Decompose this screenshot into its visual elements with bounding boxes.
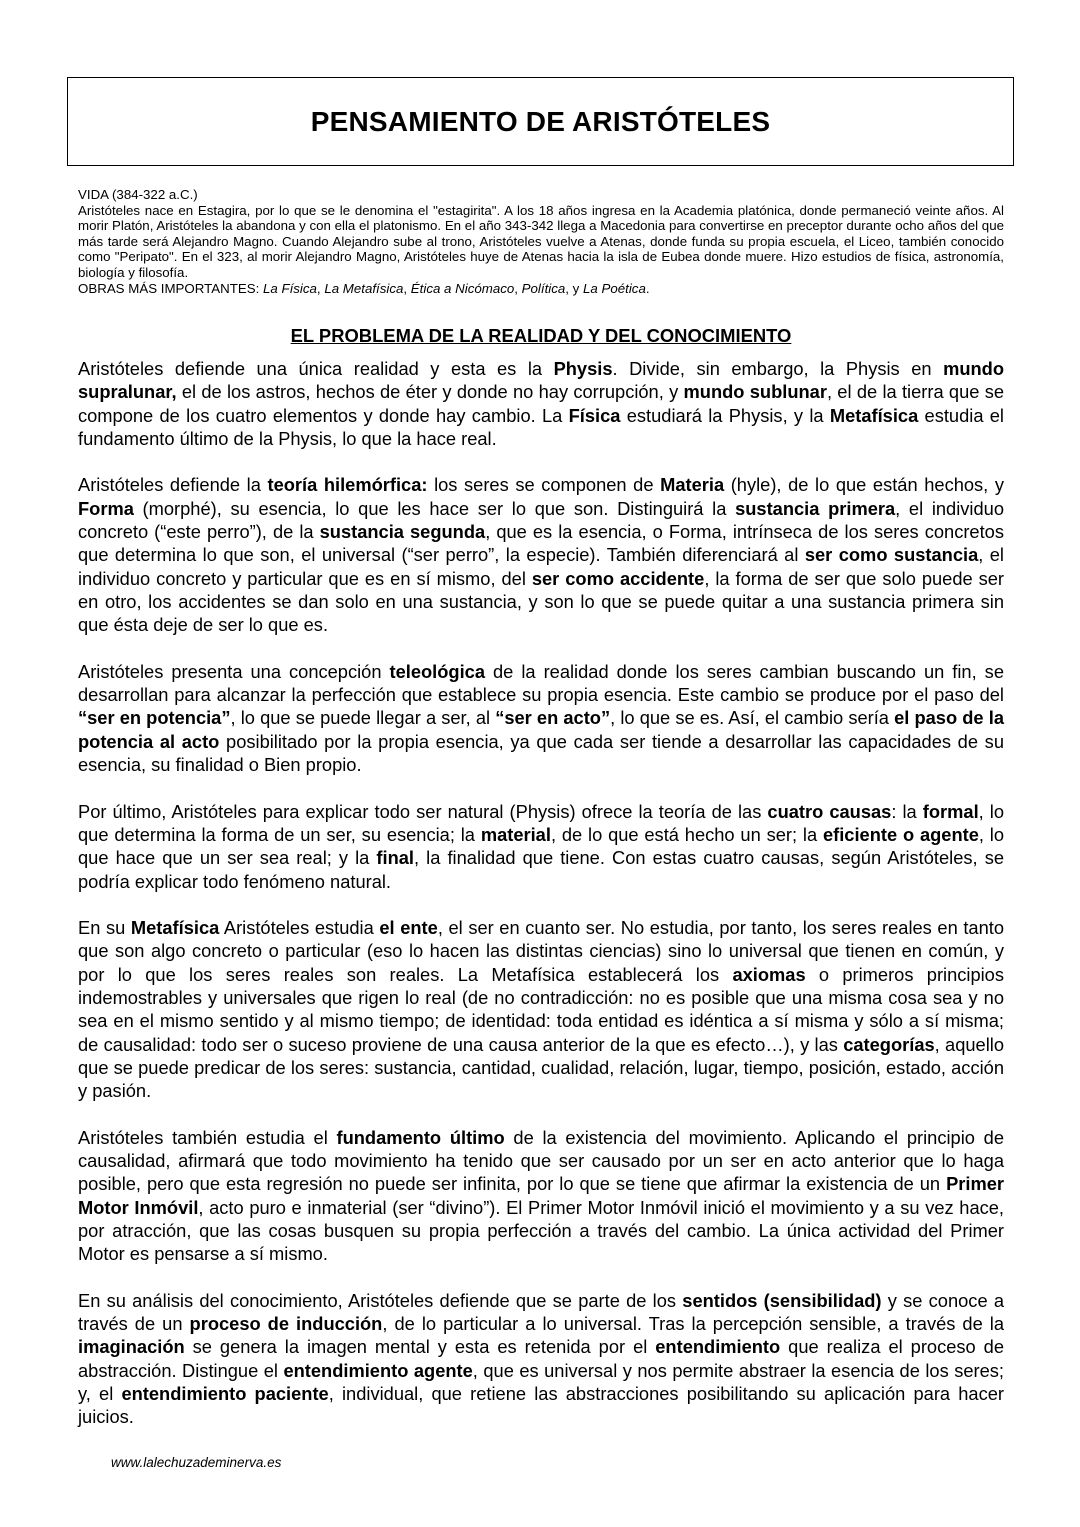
obras-line bbox=[78, 281, 1004, 297]
bold-term: mundo supralunar, bbox=[78, 358, 1004, 403]
text-run: , de lo que está hecho un ser; la bbox=[550, 823, 823, 845]
bold-term: ser como sustancia bbox=[804, 544, 979, 566]
bold-term: proceso de inducción bbox=[189, 1313, 383, 1335]
bold-term: “ser en potencia” bbox=[78, 707, 231, 729]
text-run: estudia el fundamento último de la Physis, lo que la hace real. bbox=[78, 404, 1004, 449]
text-run: los seres se componen de bbox=[427, 474, 661, 496]
paragraph bbox=[78, 473, 1004, 636]
bold-term: Physis bbox=[553, 358, 613, 379]
text-run: , lo que determina la forma de un ser, su esencia; la bbox=[78, 800, 1005, 845]
text-run: posibilitado por la propia esencia, ya que cada ser tiende a desarrollar las capacidades de su esencia, su finalidad o Bien propio. bbox=[78, 730, 1004, 776]
text-run: , que es universal y nos permite abstraer la esencia de los seres; y, el bbox=[78, 1359, 1004, 1405]
bold-term: Primer Motor Inmóvil bbox=[78, 1173, 1004, 1218]
text-run: , lo que se puede llegar a ser, al bbox=[230, 707, 496, 729]
bold-term: cuatro causas bbox=[767, 800, 892, 822]
bold-term: sustancia segunda bbox=[319, 521, 486, 543]
text-run: , acto puro e inmaterial (ser “divino”). El Primer Motor Inmóvil inició el movimiento y a su vez hace, por atracción, que las cosas busquen su propia perfección a través del cambio. La única actividad del Primer Motor es pensarse a sí mismo. bbox=[78, 1196, 1004, 1265]
text-run: (hyle), de lo que están hechos, y bbox=[724, 474, 1004, 496]
bold-term: categorías bbox=[843, 1033, 935, 1055]
obra-sep: , bbox=[514, 280, 522, 296]
bold-term: axiomas bbox=[732, 963, 806, 985]
bold-term: entendimiento paciente bbox=[121, 1383, 329, 1405]
bold-term: el paso de la potencia al acto bbox=[78, 707, 1004, 752]
bold-term: eficiente o agente bbox=[822, 823, 979, 845]
text-run: , el ser en cuanto ser. No estudia, por tanto, los seres reales en tanto que son algo concreto o particular (eso lo hacen las distintas ciencias) sino lo universal que tienen en común, y por lo que los seres reales son reales. La Metafísica establecerá los bbox=[78, 917, 1005, 985]
bold-term: Forma bbox=[78, 497, 134, 519]
bold-term: Metafísica bbox=[130, 917, 220, 939]
text-run: Aristóteles defiende una única realidad y esta es la bbox=[78, 358, 554, 379]
text-run: que realiza el proceso de abstracción. Distingue el bbox=[78, 1336, 1004, 1381]
paragraph bbox=[78, 357, 1004, 450]
bold-term: mundo sublunar bbox=[683, 381, 827, 403]
text-run: o primeros principios indemostrables y universales que rigen lo real (de no contradicción: no es posible que una misma cosa sea y no sea en el mismo sentido y al mismo tiempo; de identidad: toda entidad es idéntica a sí misma y sólo a sí misma; de causalidad: todo ser o suceso proviene de una causa anterior de la que es efecto…), y las bbox=[78, 963, 1004, 1055]
text-run: el de los astros, hechos de éter y donde no hay corrupción, y bbox=[176, 381, 684, 403]
obras-label: OBRAS MÁS IMPORTANTES: bbox=[78, 280, 263, 296]
text-run: estudiará la Physis, y la bbox=[620, 404, 830, 426]
text-run: , la finalidad que tiene. Con estas cuatro causas, según Aristóteles, se podría explicar todo fenómeno natural. bbox=[78, 847, 1004, 892]
bold-term: Metafísica bbox=[829, 404, 919, 426]
text-run: , el individuo concreto (“este perro”), de la bbox=[78, 497, 1004, 543]
paragraph bbox=[78, 1289, 1004, 1429]
bold-term: formal bbox=[922, 800, 979, 822]
bold-term: entendimiento bbox=[655, 1336, 781, 1358]
obras-list bbox=[263, 281, 650, 296]
obra-sep: . bbox=[645, 280, 650, 296]
bold-term: sentidos (sensibilidad) bbox=[682, 1289, 882, 1311]
bold-term: ser como accidente bbox=[531, 567, 705, 589]
vida-heading: VIDA (384-322 a.C.) bbox=[78, 187, 198, 202]
body-text bbox=[78, 357, 1004, 1452]
obra-sep: , bbox=[316, 280, 325, 296]
text-run: , lo que hace que un ser sea real; y la bbox=[78, 823, 1005, 869]
bold-term: final bbox=[376, 847, 415, 869]
bold-term: sustancia primera bbox=[735, 497, 896, 519]
text-run: Aristóteles defiende la bbox=[78, 474, 268, 496]
obra-title: Ética a Nicómaco bbox=[410, 280, 515, 296]
bold-term: teoría hilemórfica: bbox=[267, 474, 428, 496]
text-run: y se conoce a través de un bbox=[78, 1289, 1005, 1335]
obra-sep: , y bbox=[565, 280, 583, 296]
text-run: , lo que se es. Así, el cambio sería bbox=[610, 707, 895, 729]
obra-title: Política bbox=[521, 280, 566, 296]
bold-term: teleológica bbox=[389, 660, 485, 682]
text-run: , el de la tierra que se compone de los cuatro elementos y donde hay cambio. La bbox=[78, 381, 1004, 426]
paragraph bbox=[78, 800, 1004, 893]
bold-term: imaginación bbox=[78, 1336, 185, 1358]
paragraph bbox=[78, 660, 1004, 776]
section-title: EL PROBLEMA DE LA REALIDAD Y DEL CONOCIMIENTO bbox=[290, 325, 792, 346]
text-run: , la forma de ser que solo puede ser en otro, los accidentes se dan solo en una sustancia, y son lo que se puede quitar a una sustancia primera sin que ésta deje de ser lo que es. bbox=[78, 567, 1005, 636]
obra-sep: , bbox=[403, 280, 411, 296]
text-run: Aristóteles también estudia el bbox=[78, 1126, 337, 1148]
text-run: de la realidad donde los seres cambian buscando un fin, se desarrollan para alcanzar la perfección que establece su propia esencia. Este cambio se produce por el paso del bbox=[78, 660, 1004, 706]
bold-term: el ente bbox=[379, 917, 438, 939]
bold-term: Materia bbox=[660, 474, 725, 496]
obra-title: La Metafísica bbox=[324, 280, 404, 296]
bold-term: “ser en acto” bbox=[495, 707, 611, 729]
text-run: En su bbox=[78, 917, 131, 939]
text-run: Aristóteles estudia bbox=[219, 917, 380, 939]
text-run: (morphé), su esencia, lo que les hace ser lo que son. Distinguirá la bbox=[133, 497, 736, 519]
text-run: se genera la imagen mental y esta es retenida por el bbox=[184, 1336, 656, 1358]
text-run: , individual, que retiene las abstracciones posibilitando su aplicación para hacer juicios. bbox=[78, 1383, 1004, 1428]
obra-title: La Física bbox=[262, 280, 317, 296]
vida-text: Aristóteles nace en Estagira, por lo que se le denomina el "estagirita". A los 18 años ingresa en la Academia platónica, donde permaneció veinte años. Al morir Platón, Aristóteles la abandona y con ella el platonismo. En el año 343-342 llega a Macedonia para convertirse en preceptor durante ocho años del que más tarde será Alejandro Magno. Cuando Alejandro sube al trono, Aristóteles vuelve a Atenas, donde funda su propia escuela, el Liceo, también conocido como "Peripato". En el 323, al morir Alejandro Magno, Aristóteles huye de Atenas hacia la isla de Eubea donde muere. Hizo estudios de física, astronomía, biología y filosofía. bbox=[78, 202, 1004, 280]
text-run: Por último, Aristóteles para explicar todo ser natural (Physis) ofrece la teoría de las bbox=[78, 800, 768, 822]
text-run: Aristóteles presenta una concepción bbox=[78, 660, 390, 682]
footer-url[interactable]: www.lalechuzademinerva.es bbox=[111, 1455, 282, 1470]
bold-term: fundamento último bbox=[336, 1126, 505, 1148]
text-run: . Divide, sin embargo, la Physis en bbox=[612, 358, 944, 379]
obra-title: La Poética bbox=[583, 280, 646, 296]
paragraph bbox=[78, 1126, 1004, 1266]
bold-term: entendimiento agente bbox=[283, 1359, 473, 1381]
text-run: , aquello que se puede predicar de los seres: sustancia, cantidad, cualidad, relación, lugar, tiempo, posición, estado, acción y pasión. bbox=[78, 1033, 1004, 1102]
text-run: , el individuo concreto y particular que es en sí mismo, del bbox=[78, 544, 1004, 589]
page-title: PENSAMIENTO DE ARISTÓTELES bbox=[310, 105, 771, 137]
paragraph bbox=[78, 916, 1004, 1102]
text-run: : la bbox=[891, 800, 923, 822]
text-run: de la existencia del movimiento. Aplicando el principio de causalidad, afirmará que todo movimiento ha tenido que ser causado por un ser en acto anterior que lo haga posible, pero que esta regresión no puede ser infinita, por lo que se tiene que afirmar la existencia de un bbox=[78, 1126, 1004, 1195]
bold-term: material bbox=[480, 823, 551, 845]
text-run: , que es la esencia, o Forma, intrínseca de los seres concretos que determina lo que son, el universal (“ser perro”, la especie). También diferenciará al bbox=[78, 521, 1004, 566]
title-box bbox=[67, 77, 1014, 166]
vida-block bbox=[78, 187, 1004, 296]
text-run: En su análisis del conocimiento, Aristóteles defiende que se parte de los bbox=[78, 1289, 683, 1311]
text-run: , de lo particular a lo universal. Tras la percepción sensible, a través de la bbox=[382, 1313, 1005, 1335]
bold-term: Física bbox=[568, 404, 621, 426]
